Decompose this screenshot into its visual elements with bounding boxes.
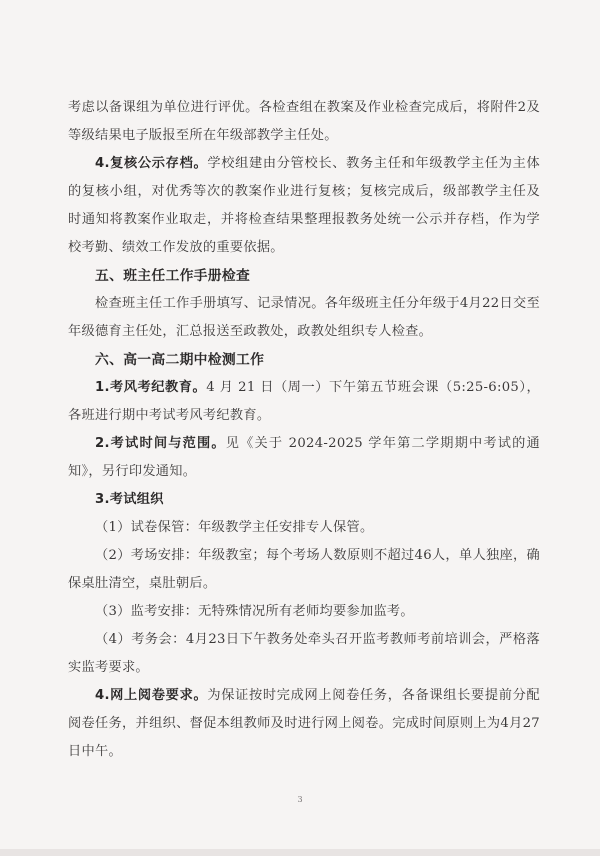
section-heading-class-teacher: 五、班主任工作手册检查 <box>95 268 251 284</box>
page-number: 3 <box>297 795 303 804</box>
item-organization-lead: 3.考试组织 <box>95 492 164 507</box>
sub-item-room-arrangement: （2）考场安排：年级教室；每个考场人数原则不超过46人，单人独座，确保桌肚清空，桌肚朝后。 <box>68 548 540 591</box>
item-review-body: 学校组建由分管校长、教务主任和年级教学主任为主体的复核小组，对优秀等次的教案作业进行复核；复核完成后，级部教学主任及时通知将教案作业取走，并将检查结果整理报教务处统一公示并存档，作为学校考勤、绩效工作发放的重要依据。 <box>68 156 540 255</box>
paragraph-online-marking <box>68 682 540 766</box>
item-online-marking-lead: 4.网上阅卷要求。 <box>95 688 208 703</box>
paragraph-class-teacher-check: 检查班主任工作手册填写、记录情况。各年级班主任分年级于4月22日交至年级德育主任处，汇总报送至政教处，政教处组织专人检查。 <box>68 296 540 339</box>
sub-item-paper-custody: （1）试卷保管：年级教学主任安排专人保管。 <box>95 520 374 535</box>
item-online-marking-body: 为保证按时完成网上阅卷任务，各备课组长要提前分配阅卷任务，并组织、督促本组教师及时进行网上阅卷。完成时间原则上为4月27日中午。 <box>68 688 540 759</box>
document-body <box>68 94 540 766</box>
section-heading-midterm: 六、高一高二期中检测工作 <box>95 352 265 368</box>
paragraph-exam-organization <box>68 486 540 514</box>
item-time-scope-body: 见《关于 2024-2025 学年第二学期期中考试的通知》，另行印发通知。 <box>68 436 540 479</box>
sub-item-invigilation: （3）监考安排：无特殊情况所有老师均要参加监考。 <box>95 604 414 619</box>
paragraph-review-archive <box>68 150 540 262</box>
item-time-scope-lead: 2.考试时间与范围。 <box>95 436 226 451</box>
page-bottom-edge <box>0 849 600 856</box>
item-review-lead: 4.复核公示存档。 <box>95 156 208 171</box>
sub-item-exam-meeting: （4）考务会：4月23日下午教务处牵头召开监考教师考前培训会，严格落实监考要求。 <box>68 632 540 675</box>
paragraph-evaluation: 考虑以备课组为单位进行评优。各检查组在教案及作业检查完成后，将附件2及等级结果电子版报至所在年级部教学主任处。 <box>68 100 540 143</box>
item-discipline-lead: 1.考风考纪教育。 <box>95 380 207 395</box>
paragraph-exam-discipline <box>68 374 540 430</box>
paragraph-exam-time-scope <box>68 430 540 486</box>
item-discipline-body: 4 月 21 日（周一）下午第五节班会课（5:25-6:05），各班进行期中考试考风考纪教育。 <box>68 380 540 423</box>
